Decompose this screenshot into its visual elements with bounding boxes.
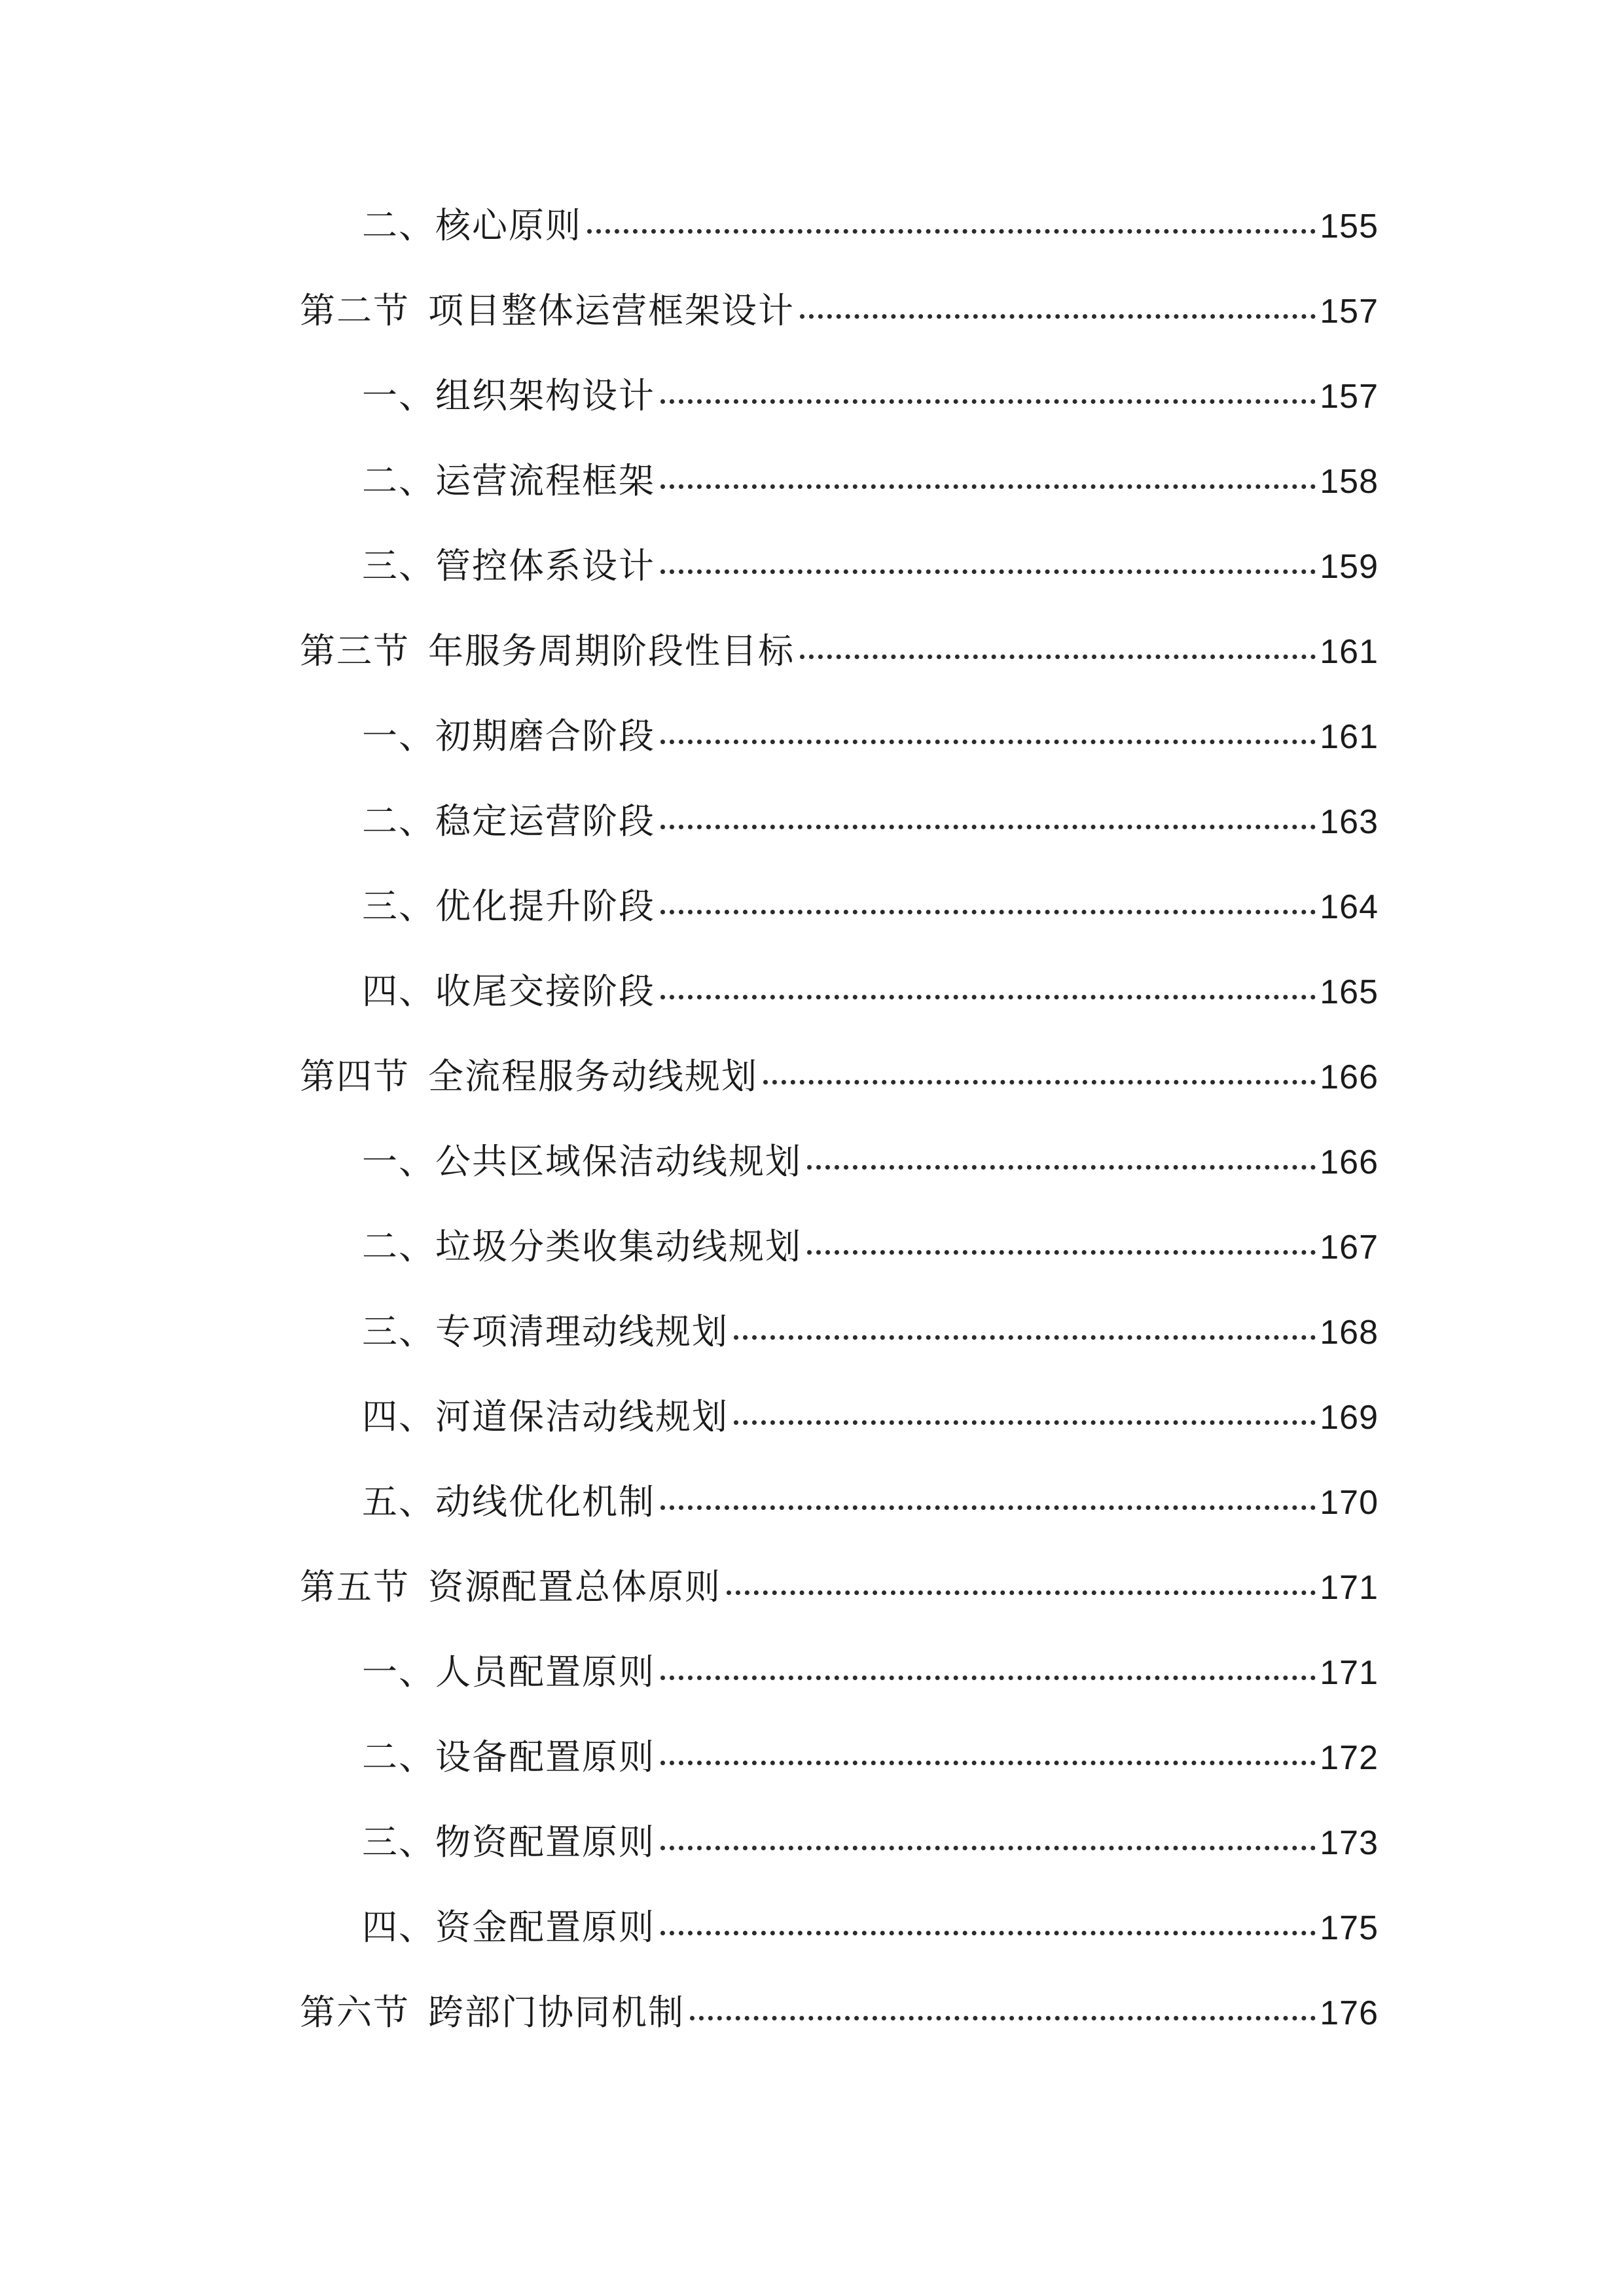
toc-page-number: 170 [1320, 1484, 1379, 1522]
toc-page-number: 175 [1320, 1909, 1379, 1947]
toc-entry-title [300, 1992, 685, 2033]
toc-entry-title [300, 1566, 721, 1607]
toc-entry-label: 一、初期磨合阶段 [362, 715, 655, 757]
toc-dot-leader [660, 1846, 1316, 1850]
toc-page-number: 166 [1320, 1058, 1379, 1096]
toc-subsection-entry[interactable] [300, 1311, 1379, 1399]
toc-entry-label: 四、资金配置原则 [362, 1907, 655, 1948]
toc-subsection-entry[interactable] [300, 800, 1379, 889]
toc-entry-title [300, 886, 655, 927]
toc-page-number: 157 [1320, 378, 1379, 416]
toc-section-number: 第四节 [300, 1056, 410, 1097]
toc-section-number: 第五节 [300, 1566, 410, 1607]
toc-page-number: 168 [1320, 1314, 1379, 1352]
toc-entry-label: 年服务周期阶段性目标 [428, 630, 795, 672]
toc-entry-title [300, 545, 655, 586]
toc-subsection-entry[interactable] [300, 1396, 1379, 1484]
toc-subsection-entry[interactable] [300, 1226, 1379, 1314]
toc-dot-leader [727, 1590, 1316, 1595]
toc-entry-title [300, 800, 655, 842]
toc-subsection-entry[interactable] [300, 205, 1379, 293]
toc-page-number: 165 [1320, 973, 1379, 1011]
toc-entry-title [300, 1141, 802, 1182]
toc-entry-title [300, 1226, 802, 1267]
toc-entry-label: 全流程服务动线规划 [428, 1056, 758, 1097]
toc-page-number: 161 [1320, 718, 1379, 756]
toc-page-number: 176 [1320, 1994, 1379, 2032]
toc-entry-title [300, 460, 655, 501]
toc-entry-label: 三、管控体系设计 [362, 545, 655, 586]
toc-subsection-entry[interactable] [300, 886, 1379, 974]
toc-dot-leader [587, 229, 1316, 234]
toc-entry-label: 五、动线优化机制 [362, 1481, 655, 1522]
toc-page-number: 167 [1320, 1229, 1379, 1266]
toc-entry-title [300, 1311, 729, 1352]
toc-page-number: 173 [1320, 1824, 1379, 1862]
toc-entry-title [300, 1396, 729, 1437]
toc-page-number: 166 [1320, 1143, 1379, 1181]
table-of-contents [300, 205, 1379, 2080]
toc-entry-title [300, 1907, 655, 1948]
toc-page-number: 155 [1320, 207, 1379, 245]
toc-subsection-entry[interactable] [300, 1736, 1379, 1825]
toc-entry-title [300, 715, 655, 757]
toc-subsection-entry[interactable] [300, 375, 1379, 463]
toc-entry-label: 一、人员配置原则 [362, 1651, 655, 1693]
toc-dot-leader [800, 314, 1316, 319]
toc-dot-leader [800, 655, 1316, 659]
toc-subsection-entry[interactable] [300, 1481, 1379, 1570]
toc-entry-label: 二、垃圾分类收集动线规划 [362, 1226, 802, 1267]
toc-subsection-entry[interactable] [300, 460, 1379, 548]
toc-subsection-entry[interactable] [300, 545, 1379, 634]
toc-dot-leader [660, 825, 1316, 829]
toc-dot-leader [763, 1080, 1316, 1085]
toc-entry-title [300, 375, 655, 416]
toc-section-number: 第三节 [300, 630, 410, 672]
toc-dot-leader [660, 910, 1316, 914]
toc-entry-label: 一、公共区域保洁动线规划 [362, 1141, 802, 1182]
toc-subsection-entry[interactable] [300, 1907, 1379, 1995]
toc-entry-label: 跨部门协同机制 [428, 1992, 685, 2033]
toc-entry-label: 三、专项清理动线规划 [362, 1311, 729, 1352]
toc-dot-leader [807, 1250, 1316, 1255]
toc-entry-label: 项目整体运营框架设计 [428, 290, 795, 331]
toc-section-entry[interactable] [300, 1992, 1379, 2080]
toc-page-number: 159 [1320, 548, 1379, 586]
toc-subsection-entry[interactable] [300, 1651, 1379, 1740]
toc-entry-label: 二、设备配置原则 [362, 1736, 655, 1778]
toc-subsection-entry[interactable] [300, 1141, 1379, 1229]
toc-dot-leader [660, 1931, 1316, 1935]
toc-entry-title [300, 971, 655, 1012]
toc-subsection-entry[interactable] [300, 971, 1379, 1059]
toc-dot-leader [660, 569, 1316, 574]
toc-dot-leader [660, 1505, 1316, 1510]
toc-page-number: 164 [1320, 888, 1379, 926]
toc-section-number: 第六节 [300, 1992, 410, 2033]
toc-dot-leader [660, 995, 1316, 999]
toc-subsection-entry[interactable] [300, 715, 1379, 804]
toc-entry-label: 二、稳定运营阶段 [362, 800, 655, 842]
toc-entry-label: 一、组织架构设计 [362, 375, 655, 416]
toc-entry-title [300, 630, 795, 672]
toc-entry-label: 二、核心原则 [362, 205, 582, 246]
toc-page-number: 171 [1320, 1654, 1379, 1692]
toc-page-number: 158 [1320, 463, 1379, 501]
toc-entry-title [300, 1056, 758, 1097]
toc-page-number: 169 [1320, 1399, 1379, 1437]
toc-section-entry[interactable] [300, 630, 1379, 719]
toc-entry-title [300, 1821, 655, 1863]
toc-section-number: 第二节 [300, 290, 410, 331]
toc-subsection-entry[interactable] [300, 1821, 1379, 1910]
toc-dot-leader [690, 2016, 1316, 2020]
toc-entry-label: 二、运营流程框架 [362, 460, 655, 501]
toc-entry-title [300, 1481, 655, 1522]
toc-section-entry[interactable] [300, 290, 1379, 378]
toc-dot-leader [660, 1761, 1316, 1765]
toc-page-number: 172 [1320, 1739, 1379, 1777]
toc-dot-leader [660, 1676, 1316, 1680]
toc-dot-leader [734, 1420, 1316, 1425]
toc-entry-label: 三、物资配置原则 [362, 1821, 655, 1863]
toc-dot-leader [660, 484, 1316, 489]
toc-entry-label: 四、河道保洁动线规划 [362, 1396, 729, 1437]
toc-page-number: 163 [1320, 803, 1379, 841]
toc-page-number: 161 [1320, 633, 1379, 671]
toc-section-entry[interactable] [300, 1566, 1379, 1655]
toc-dot-leader [734, 1335, 1316, 1340]
toc-dot-leader [660, 740, 1316, 744]
toc-entry-title [300, 1736, 655, 1778]
toc-entry-label: 三、优化提升阶段 [362, 886, 655, 927]
toc-dot-leader [660, 399, 1316, 404]
toc-page-number: 157 [1320, 293, 1379, 331]
toc-entry-title [300, 1651, 655, 1693]
toc-section-entry[interactable] [300, 1056, 1379, 1144]
toc-page-number: 171 [1320, 1569, 1379, 1607]
toc-entry-label: 四、收尾交接阶段 [362, 971, 655, 1012]
toc-entry-title [300, 290, 795, 331]
toc-dot-leader [807, 1165, 1316, 1170]
toc-entry-label: 资源配置总体原则 [428, 1566, 721, 1607]
toc-entry-title [300, 205, 582, 246]
